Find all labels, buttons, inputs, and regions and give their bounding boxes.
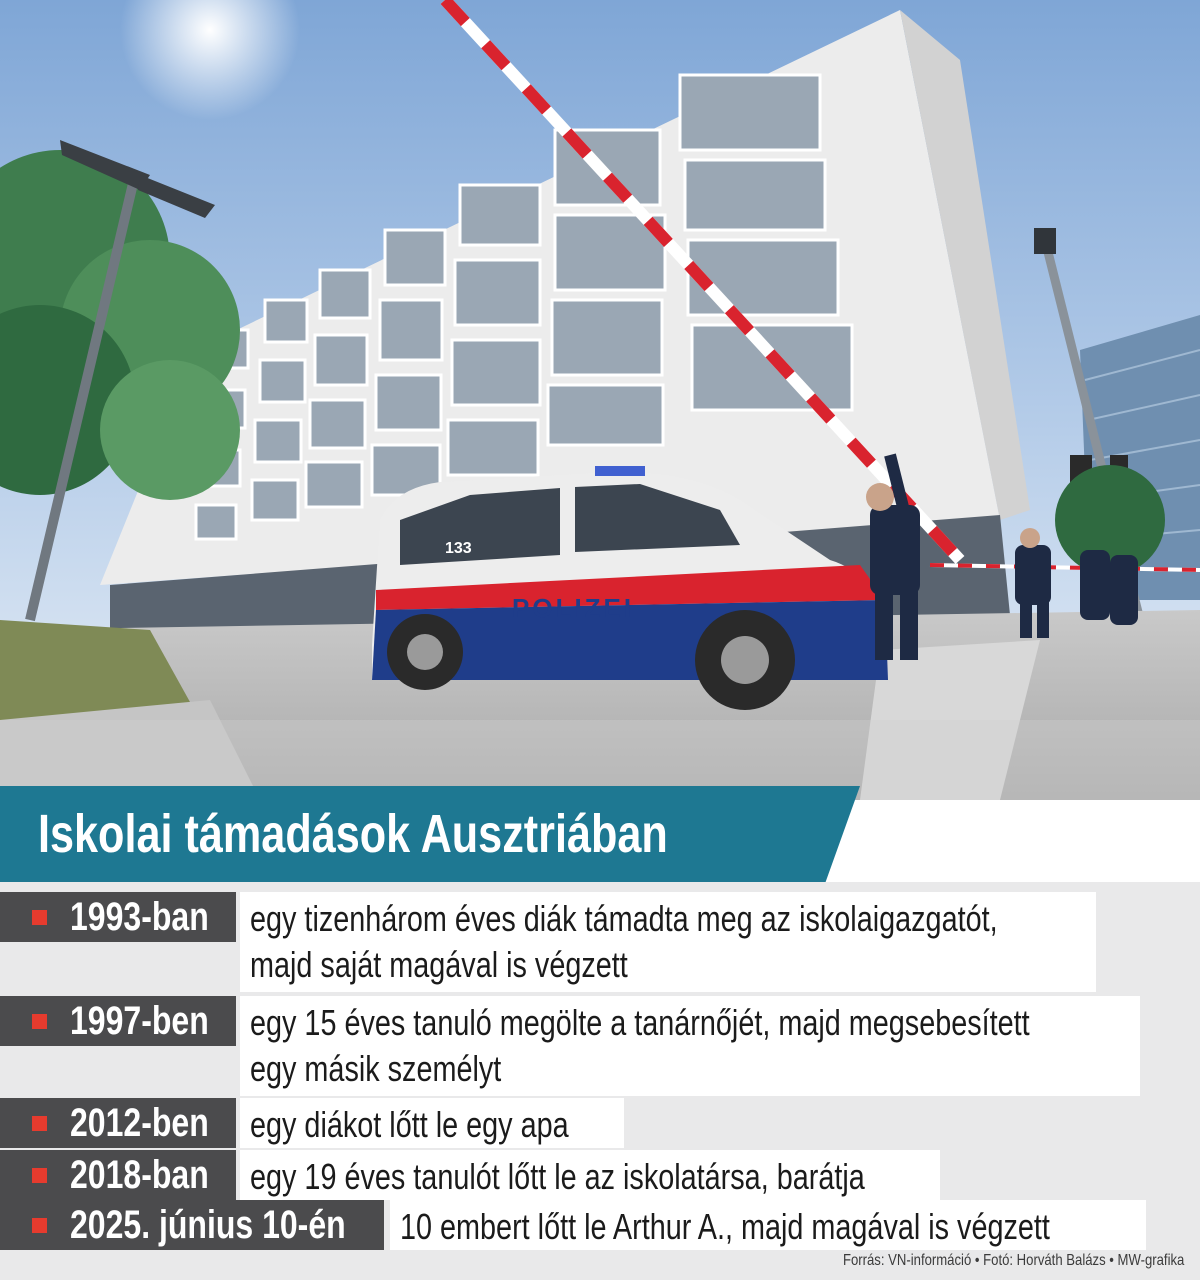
page-title: Iskolai támadások Ausztriában — [38, 804, 668, 864]
event-year: 2018-ban — [70, 1153, 209, 1197]
description-line: egy tizenhárom éves diák támadta meg az iskolaigazgatót, — [250, 898, 998, 939]
bullet-icon — [32, 1218, 47, 1233]
event-description — [240, 1098, 624, 1148]
year-band — [0, 1150, 236, 1200]
bullet-icon — [32, 1014, 47, 1029]
description-line: egy 19 éves tanulót lőtt le az iskolatársa, barátja — [250, 1156, 865, 1197]
description-line: egy 15 éves tanuló megölte a tanárnőjét, majd megsebesített — [250, 1002, 1030, 1043]
event-description — [390, 1200, 1146, 1250]
event-year: 1997-ben — [70, 999, 209, 1043]
event-year: 1993-ban — [70, 895, 209, 939]
police-label: POLIZEI — [512, 593, 635, 623]
bullet-icon — [32, 910, 47, 925]
van-number: 133 — [445, 540, 472, 557]
event-description — [240, 892, 1096, 992]
year-band — [0, 996, 236, 1046]
description-line: egy másik személyt — [250, 1048, 502, 1089]
year-band — [0, 892, 236, 942]
source-credit: Forrás: VN-információ • Fotó: Horváth Balázs • MW-grafika — [842, 1252, 1184, 1269]
description-line: majd saját magával is végzett — [250, 944, 628, 985]
bullet-icon — [32, 1168, 47, 1183]
year-band — [0, 1200, 384, 1250]
event-year: 2025. június 10-én — [70, 1203, 346, 1247]
event-year: 2012-ben — [70, 1101, 209, 1145]
bullet-icon — [32, 1116, 47, 1131]
event-description — [240, 1150, 940, 1200]
description-line: egy diákot lőtt le egy apa — [250, 1104, 569, 1145]
year-band — [0, 1098, 236, 1148]
description-line: 10 embert lőtt le Arthur A., majd magával is végzett — [400, 1206, 1050, 1247]
event-description — [240, 996, 1140, 1096]
